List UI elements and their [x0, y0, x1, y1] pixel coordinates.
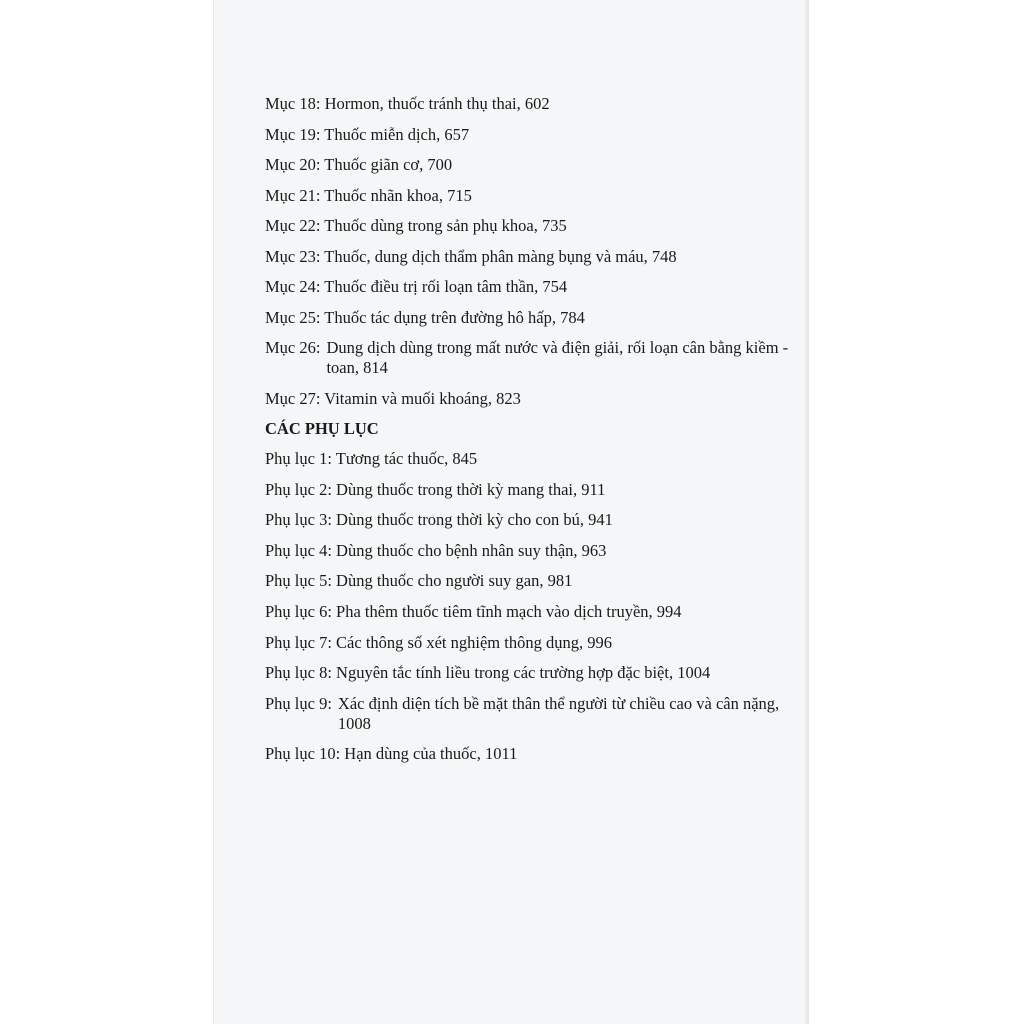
toc-entry	[265, 663, 805, 683]
toc-entry-label: Mục 25:	[265, 307, 321, 327]
toc-entry-title: Hạn dùng của thuốc, 1011	[344, 744, 518, 764]
toc-entry	[265, 480, 805, 500]
toc-entry	[265, 449, 805, 469]
toc-entry	[265, 186, 805, 206]
toc-entry-title: Tương tác thuốc, 845	[335, 449, 478, 468]
toc-entry	[265, 216, 805, 236]
toc-entry-title: Dùng thuốc cho bệnh nhân suy thận, 963	[336, 540, 607, 560]
toc-entry-label: Phụ lục 3:	[265, 510, 332, 530]
toc-entry-title: Dùng thuốc trong thời kỳ cho con bú, 941	[336, 510, 613, 530]
toc-entry	[265, 308, 805, 328]
toc-entry-title: Các thông số xét nghiệm thông dụng, 996	[336, 632, 612, 652]
page-edge	[805, 0, 809, 1024]
toc-entry-title: Thuốc điều trị rối loạn tâm thần, 754	[324, 277, 568, 296]
toc-entry-label: Phụ lục 2:	[265, 479, 332, 499]
toc-entry-label: Phụ lục 7:	[265, 632, 332, 652]
toc-entry	[265, 633, 805, 653]
toc-entry	[265, 510, 805, 530]
toc-entry	[265, 94, 805, 114]
toc-entry-title: Thuốc dùng trong sản phụ khoa, 735	[324, 216, 567, 235]
toc-entry-title: Xác định diện tích bề mặt thân thể người từ chiều cao và cân nặng, 1008	[337, 693, 780, 733]
toc-entry-label: Mục 24:	[265, 277, 321, 296]
table-of-contents	[265, 94, 805, 775]
appendix-list	[265, 449, 805, 764]
toc-entry-title: Pha thêm thuốc tiêm tĩnh mạch vào dịch truyền, 994	[336, 601, 682, 621]
toc-entry	[265, 155, 805, 175]
toc-entry-label: Phụ lục 5:	[265, 571, 332, 591]
toc-entry	[265, 277, 805, 297]
toc-entry-title: Dùng thuốc cho người suy gan, 981	[336, 571, 573, 591]
toc-entry	[265, 125, 805, 145]
toc-entry	[265, 744, 805, 764]
toc-entry	[265, 338, 805, 378]
toc-entry-title: Hormon, thuốc tránh thụ thai, 602	[324, 94, 550, 113]
toc-entry-label: Mục 21:	[265, 185, 321, 205]
toc-entry-title: Thuốc miễn dịch, 657	[324, 124, 470, 144]
toc-entry-title: Thuốc giãn cơ, 700	[324, 155, 453, 174]
toc-entry-label: Mục 18:	[265, 94, 321, 113]
toc-entry-label: Phụ lục 8:	[265, 663, 332, 683]
toc-entry-label: Phụ lục 4:	[265, 540, 332, 560]
appendix-heading: CÁC PHỤ LỤC	[265, 419, 379, 438]
toc-entry	[265, 694, 805, 734]
toc-entry-label: Mục 27:	[265, 388, 321, 408]
toc-entry	[265, 389, 805, 409]
toc-entry-title: Thuốc tác dụng trên đường hô hấp, 784	[324, 307, 585, 327]
toc-entry-label: Phụ lục 10:	[265, 744, 341, 764]
toc-entry-label: Phụ lục 1:	[265, 449, 332, 468]
toc-entry-label: Phụ lục 9:	[265, 693, 332, 713]
toc-entry-title: Vitamin và muối khoáng, 823	[324, 388, 521, 408]
toc-entry-label: Mục 20:	[265, 155, 321, 174]
toc-entry-label: Mục 23:	[265, 246, 321, 266]
toc-entry-title: Thuốc nhãn khoa, 715	[324, 185, 472, 205]
toc-entry-title: Dung dịch dùng trong mất nước và điện giải, rối loạn cân bằng kiềm - toan, 814	[326, 338, 789, 377]
toc-entry-title: Nguyên tắc tính liều trong các trường hợp đặc biệt, 1004	[336, 663, 711, 683]
toc-entry-title: Dùng thuốc trong thời kỳ mang thai, 911	[336, 479, 606, 499]
toc-entry	[265, 571, 805, 591]
toc-entry-label: Mục 19:	[265, 124, 321, 144]
toc-entry	[265, 602, 805, 622]
toc-entry-label: Mục 26:	[265, 338, 321, 357]
toc-entry	[265, 247, 805, 267]
toc-entry	[265, 541, 805, 561]
section-list	[265, 94, 805, 409]
toc-entry-label: Mục 22:	[265, 216, 321, 235]
toc-entry-label: Phụ lục 6:	[265, 601, 332, 621]
toc-entry-title: Thuốc, dung dịch thẩm phân màng bụng và máu, 748	[324, 246, 677, 266]
